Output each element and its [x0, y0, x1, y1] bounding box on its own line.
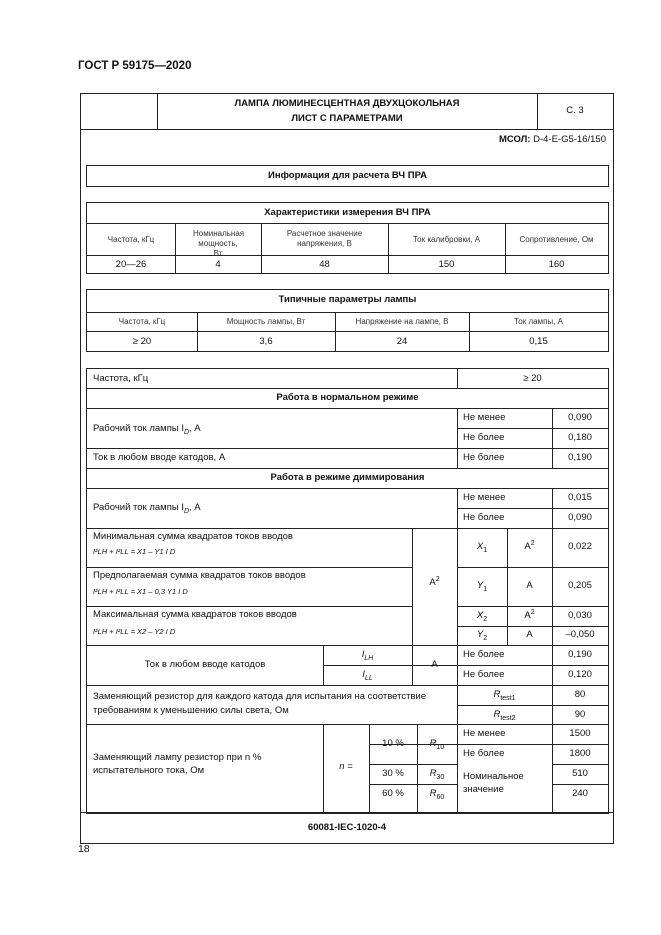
x2-unit: $A^2$	[524, 608, 535, 621]
ill-symbol: $I_{LL}$	[362, 669, 373, 682]
sum-max-formula: I²LH + I²LL = X2 – Y2 I D	[93, 627, 176, 636]
r30-value: 510	[572, 768, 588, 779]
lamp-max-label: Не более	[463, 748, 505, 759]
normal-max-value: 0,180	[568, 432, 592, 443]
nominal-label: Номинальное значение	[463, 771, 524, 795]
measure-value-resistance: 160	[548, 259, 565, 270]
lamp-min-value: 1500	[569, 728, 591, 739]
lamp-resistor-label-line2: испытательного тока, Ом	[93, 765, 205, 776]
cathode-ill-max-label: Не более	[463, 669, 505, 680]
resistor-label-line2: требованиям к уменьшению силы света, Ом	[93, 705, 289, 716]
measure-value-power: 4	[215, 259, 221, 270]
info-title: Информация для расчета ВЧ ПРА	[268, 170, 427, 181]
r60-symbol: $R_{60}$	[429, 788, 445, 801]
rtest2-symbol: $R_{test2}$	[493, 709, 516, 722]
ilh-symbol: $I_{LH}$	[361, 649, 374, 662]
resistor-label-line1: Заменяющий резистор для каждого катода для испытания на соответствие	[93, 691, 427, 702]
measure-header-resistance: Сопротивление, Ом	[519, 235, 594, 244]
cathode-current-label: Ток в любом вводе катодов, А	[93, 452, 226, 463]
x1-unit: $A^2$	[524, 539, 535, 552]
x1-value: 0,022	[568, 541, 592, 552]
rtest1-value: 80	[574, 689, 586, 700]
normal-min-label: Не менее	[463, 412, 506, 423]
measure-header-current: Ток калибровки, А	[412, 235, 481, 244]
y1-unit: A	[526, 580, 533, 591]
measure-value-current: 150	[438, 259, 455, 270]
sum-min-formula: I²LH + I²LL = X1 – Y1 I D	[93, 547, 176, 556]
measure-value-freq: 20—26	[115, 259, 147, 270]
footer-code: 60081-IEC-1020-4	[307, 822, 387, 833]
r60-value: 240	[572, 788, 588, 799]
info-title-box	[86, 165, 609, 187]
parameter-sheet	[80, 93, 614, 844]
standard-number: ГОСТ Р 59175—2020	[78, 60, 192, 72]
typical-value-voltage: 24	[396, 336, 408, 347]
normal-mode-title: Работа в нормальном режиме	[276, 392, 419, 403]
typical-value-power: 3,6	[259, 336, 273, 347]
sum-max-label: Максимальная сумма квадратов токов вводов	[93, 609, 297, 620]
page-number: 18	[78, 843, 90, 855]
typical-header-power: Мощность лампы, Вт	[226, 317, 306, 326]
measure-header-power: Номинальная мощность, Вт	[193, 229, 245, 258]
cathode-ilh-value: 0,190	[568, 649, 592, 660]
cathode-max-value: 0,190	[568, 452, 592, 463]
dimming-mode-title: Работа в режиме диммирования	[270, 472, 425, 483]
dim-max-label: Не более	[463, 512, 505, 523]
typical-table	[86, 289, 609, 352]
cathode-any-label: Ток в любом вводе катодов	[144, 659, 266, 670]
sum-unit: $A^2$	[429, 575, 440, 588]
sheet-title-line1: ЛАМПА ЛЮМИНЕСЦЕНТНАЯ ДВУХЦОКОЛЬНАЯ	[234, 98, 460, 109]
sum-min-label: Минимальная сумма квадратов токов вводов	[93, 531, 293, 542]
percent-30: 30 %	[382, 768, 404, 779]
mcol-code: МСОЛ: D-4-E-G5-16/150	[498, 134, 606, 145]
cathode-ill-value: 0,120	[568, 669, 592, 680]
typical-header-voltage: Напряжение на лампе, В	[355, 317, 449, 326]
dim-min-value: 0,015	[568, 492, 592, 503]
sheet-number: С. 3	[566, 105, 584, 116]
normal-min-value: 0,090	[568, 412, 592, 423]
dim-max-value: 0,090	[568, 512, 592, 523]
cathode-ilh-max-label: Не более	[463, 649, 505, 660]
cathode-max-label: Не более	[463, 452, 505, 463]
x2-value: 0,030	[568, 610, 592, 621]
sum-pred-formula: I²LH + I²LL = X1 – 0,3 Y1 I D	[93, 587, 188, 596]
y2-symbol: $Y_2$	[476, 629, 488, 642]
freq-value: ≥ 20	[523, 373, 542, 384]
rtest1-symbol: $R_{test1}$	[493, 689, 516, 702]
normal-op-current-label: Рабочий ток лампы $I_D$, А	[93, 423, 201, 436]
typical-header-current: Ток лампы, А	[514, 317, 563, 326]
sum-pred-label: Предполагаемая сумма квадратов токов вводов	[93, 570, 306, 581]
typical-title: Типичные параметры лампы	[278, 294, 417, 305]
dim-op-current-label: Рабочий ток лампы $I_D$, А	[93, 502, 201, 515]
typical-value-freq: ≥ 20	[132, 336, 152, 347]
typical-value-current: 0,15	[529, 336, 548, 347]
x2-symbol: $X_2$	[476, 610, 488, 623]
main-parameters-table	[86, 368, 609, 814]
mcol-code-value: D-4-E-G5-16/150	[533, 134, 606, 145]
percent-10: 10 %	[382, 738, 404, 749]
y1-symbol: $Y_1$	[476, 580, 488, 593]
lamp-resistor-label-line1: Заменяющий лампу резистор при n %	[93, 752, 262, 763]
y1-value: 0,205	[568, 580, 592, 591]
rtest2-value: 90	[574, 709, 586, 720]
normal-max-label: Не более	[463, 432, 505, 443]
measure-value-voltage: 48	[319, 259, 330, 270]
lamp-max-value: 1800	[569, 748, 591, 759]
lamp-min-label: Не менее	[463, 728, 506, 739]
measure-header-freq: Частота, кГц	[107, 235, 155, 244]
typical-header-freq: Частота, кГц	[118, 317, 166, 326]
x1-symbol: $X_1$	[476, 541, 488, 554]
measurement-title: Характеристики измерения ВЧ ПРА	[264, 207, 431, 218]
dim-min-label: Не менее	[463, 492, 506, 503]
sheet-title-line2: ЛИСТ С ПАРАМЕТРАМИ	[291, 113, 403, 124]
r10-symbol: $R_{10}$	[429, 738, 445, 751]
measurement-table	[86, 202, 609, 274]
sheet-header	[80, 93, 614, 130]
y2-unit: A	[526, 629, 533, 640]
n-equals: n =	[339, 761, 353, 772]
y2-value: –0,050	[565, 629, 595, 640]
percent-60: 60 %	[382, 788, 404, 799]
freq-label: Частота, кГц	[93, 373, 149, 384]
measure-header-voltage: Расчетное значение напряжения, В	[286, 229, 363, 248]
r30-symbol: $R_{30}$	[429, 768, 445, 781]
cathode-any-unit: А	[431, 659, 438, 670]
